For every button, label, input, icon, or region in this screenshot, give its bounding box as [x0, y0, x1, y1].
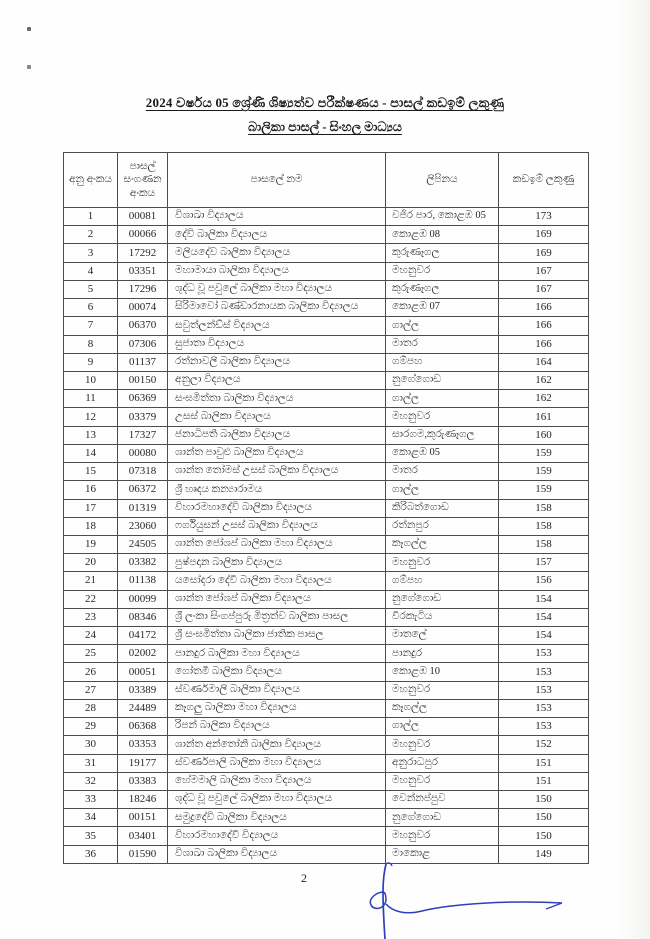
serial-number-cell: 27 [64, 681, 118, 699]
table-row [64, 718, 589, 736]
school-name-cell: ශාන්ත පාවුළු බාලිකා විද්‍යාලය [168, 444, 386, 462]
table-row [64, 681, 589, 699]
address-cell: ගාල්ල [386, 481, 499, 499]
table-row [64, 499, 589, 517]
cutoff-marks-cell: 159 [499, 444, 589, 462]
cutoff-marks-cell: 167 [499, 262, 589, 280]
census-number-cell: 08346 [118, 608, 168, 626]
cutoff-marks-cell: 152 [499, 736, 589, 754]
school-name-cell: ස්වර්ණමාලි බාලිකා විද්‍යාලය [168, 681, 386, 699]
census-number-cell: 06368 [118, 718, 168, 736]
cutoff-marks-cell: 159 [499, 481, 589, 499]
serial-number-cell: 20 [64, 554, 118, 572]
address-cell: රත්නපුර [386, 517, 499, 535]
table-row [64, 408, 589, 426]
cutoff-marks-cell: 164 [499, 353, 589, 371]
address-cell: කුරුණෑගල [386, 244, 499, 262]
table-row [64, 791, 589, 809]
address-cell: කොළඹ 08 [386, 226, 499, 244]
school-name-cell: සවුත්ලන්ඩ්ස් විද්‍යාලය [168, 317, 386, 335]
cutoff-marks-cell: 157 [499, 554, 589, 572]
census-number-cell: 17327 [118, 426, 168, 444]
school-name-cell: ශාන්ත ජෝශප් බාලිකා විද්‍යාලය [168, 590, 386, 608]
school-name-cell: ශ්‍රී සංඝමිත්තා බාලිකා ජාතික පාසල [168, 627, 386, 645]
table-row [64, 426, 589, 444]
address-cell: ගාල්ල [386, 390, 499, 408]
address-cell: ගම්පහ [386, 572, 499, 590]
census-number-cell: 03382 [118, 554, 168, 572]
address-cell: පානදුර [386, 645, 499, 663]
cutoff-marks-cell: 153 [499, 718, 589, 736]
census-number-cell: 01319 [118, 499, 168, 517]
cutoff-marks-cell: 162 [499, 371, 589, 389]
cutoff-marks-cell: 149 [499, 845, 589, 863]
census-number-cell: 03353 [118, 736, 168, 754]
table-row [64, 390, 589, 408]
school-name-cell: කෑගලු බාලිකා මහා විද්‍යාලය [168, 699, 386, 717]
address-cell: කෑගල්ල [386, 699, 499, 717]
school-name-cell: ජනාධිපති බාලිකා විද්‍යාලය [168, 426, 386, 444]
serial-number-cell: 3 [64, 244, 118, 262]
serial-number-cell: 1 [64, 208, 118, 226]
serial-number-cell: 25 [64, 645, 118, 663]
cutoff-marks-cell: 166 [499, 317, 589, 335]
table-row [64, 317, 589, 335]
table-row [64, 827, 589, 845]
table-row [64, 608, 589, 626]
address-cell: කොළඹ 10 [386, 663, 499, 681]
address-cell: ගම්පහ [386, 353, 499, 371]
cutoff-marks-cell: 173 [499, 208, 589, 226]
table-row [64, 699, 589, 717]
serial-number-cell: 22 [64, 590, 118, 608]
header-address: ලිපිනය [386, 153, 499, 208]
serial-number-cell: 36 [64, 845, 118, 863]
serial-number-cell: 5 [64, 280, 118, 298]
table-row [64, 772, 589, 790]
table-row [64, 299, 589, 317]
cutoff-marks-cell: 151 [499, 772, 589, 790]
serial-number-cell: 11 [64, 390, 118, 408]
census-number-cell: 04172 [118, 627, 168, 645]
serial-number-cell: 19 [64, 535, 118, 553]
table-row [64, 754, 589, 772]
school-name-cell: ශුද්ධ වූ පවුලේ බාලිකා මහා විද්‍යාලය [168, 280, 386, 298]
serial-number-cell: 24 [64, 627, 118, 645]
table-row [64, 736, 589, 754]
school-name-cell: ගෝතමී බාලිකා විද්‍යාලය [168, 663, 386, 681]
school-name-cell: සමුද්‍රදේවි බාලිකා විද්‍යාලය [168, 809, 386, 827]
cutoff-marks-cell: 158 [499, 517, 589, 535]
cutoff-marks-cell: 162 [499, 390, 589, 408]
census-number-cell: 19177 [118, 754, 168, 772]
school-name-cell: විහාරමහාදේවි බාලිකා විද්‍යාලය [168, 499, 386, 517]
cutoff-marks-cell: 161 [499, 408, 589, 426]
address-cell: මහනුවර [386, 772, 499, 790]
table-row [64, 280, 589, 298]
address-cell: කුරුණෑගල [386, 280, 499, 298]
census-number-cell: 03351 [118, 262, 168, 280]
serial-number-cell: 12 [64, 408, 118, 426]
table-row [64, 535, 589, 553]
serial-number-cell: 14 [64, 444, 118, 462]
census-number-cell: 03401 [118, 827, 168, 845]
cutoff-marks-cell: 169 [499, 226, 589, 244]
school-name-cell: විශාඛා බාලිකා විද්‍යාලය [168, 845, 386, 863]
census-number-cell: 00074 [118, 299, 168, 317]
document-title: 2024 වර්ෂය 05 ශ්‍රේණි ශිෂ්‍යත්ව පරීක්ෂණය - පාසල් කඩඉම් ලකුණු [145, 95, 505, 110]
school-name-cell: රිපන් බාලිකා විද්‍යාලය [168, 718, 386, 736]
school-name-cell: අනුලා විද්‍යාලය [168, 371, 386, 389]
serial-number-cell: 26 [64, 663, 118, 681]
cutoff-marks-cell: 166 [499, 299, 589, 317]
census-number-cell: 24489 [118, 699, 168, 717]
school-name-cell: සිරිමාවෝ බණ්ඩාරනායක බාලිකා විද්‍යාලය [168, 299, 386, 317]
table-row [64, 845, 589, 863]
school-name-cell: උසස් බාලිකා විද්‍යාලය [168, 408, 386, 426]
address-cell: වජිර පාර, කොළඹ 05 [386, 208, 499, 226]
table-row [64, 554, 589, 572]
address-cell: නුගේගොඩ [386, 371, 499, 389]
address-cell: වීරකැටිය [386, 608, 499, 626]
address-cell: කිරිබත්ගොඩ [386, 499, 499, 517]
table-row [64, 645, 589, 663]
serial-number-cell: 4 [64, 262, 118, 280]
school-name-cell: පුෂ්පදාන බාලිකා විද්‍යාලය [168, 554, 386, 572]
school-name-cell: විහාරමහාදේවී විද්‍යාලය [168, 827, 386, 845]
census-number-cell: 00150 [118, 371, 168, 389]
census-number-cell: 17296 [118, 280, 168, 298]
address-cell: මහනුවර [386, 262, 499, 280]
header-cutoff-marks: කඩඉම් ලකුණු [499, 153, 589, 208]
school-name-cell: මහාමායා බාලිකා විද්‍යාලය [168, 262, 386, 280]
serial-number-cell: 13 [64, 426, 118, 444]
census-number-cell: 00066 [118, 226, 168, 244]
school-name-cell: දේවි බාලිකා විද්‍යාලය [168, 226, 386, 244]
serial-number-cell: 35 [64, 827, 118, 845]
table-row [64, 353, 589, 371]
serial-number-cell: 23 [64, 608, 118, 626]
handwritten-signature [350, 862, 580, 939]
school-name-cell: ශ්‍රී ලංකා සිංගප්පුරු මිත්‍රත්ව බාලිකා පාසල [168, 608, 386, 626]
results-table-body [64, 208, 589, 864]
address-cell: කොළඹ 05 [386, 444, 499, 462]
census-number-cell: 03383 [118, 772, 168, 790]
serial-number-cell: 7 [64, 317, 118, 335]
address-cell: නුගේගොඩ [386, 590, 499, 608]
table-row [64, 627, 589, 645]
page-number: 2 [301, 871, 307, 885]
serial-number-cell: 29 [64, 718, 118, 736]
address-cell: මාතර [386, 463, 499, 481]
address-cell: සාරගම,කුරුණෑගල [386, 426, 499, 444]
serial-number-cell: 2 [64, 226, 118, 244]
address-cell: අනුරාධපුර [386, 754, 499, 772]
address-cell: මහනුවර [386, 827, 499, 845]
school-name-cell: ශාන්ත අන්තෝනි බාලිකා විද්‍යාලය [168, 736, 386, 754]
school-name-cell: පානදුර බාලිකා මහා විද්‍යාලය [168, 645, 386, 663]
census-number-cell: 06370 [118, 317, 168, 335]
census-number-cell: 06369 [118, 390, 168, 408]
school-name-cell: ශාන්ත ජෝශප් බාලිකා මහා විද්‍යාලය [168, 535, 386, 553]
scan-artifact-dot [27, 27, 31, 31]
school-name-cell: ස්වර්ණපාලි බාලිකා මහා විද්‍යාලය [168, 754, 386, 772]
cutoff-marks-cell: 158 [499, 535, 589, 553]
census-number-cell: 00081 [118, 208, 168, 226]
cutoff-marks-cell: 153 [499, 681, 589, 699]
serial-number-cell: 31 [64, 754, 118, 772]
census-number-cell: 00099 [118, 590, 168, 608]
school-name-cell: ෆර්ගියුසන් උසස් බාලිකා විද්‍යාලය [168, 517, 386, 535]
address-cell: කෑගල්ල [386, 535, 499, 553]
cutoff-marks-cell: 159 [499, 463, 589, 481]
serial-number-cell: 34 [64, 809, 118, 827]
cutoff-marks-cell: 160 [499, 426, 589, 444]
school-name-cell: සංඝමිත්තා බාලිකා විද්‍යාලය [168, 390, 386, 408]
cutoff-marks-cell: 169 [499, 244, 589, 262]
cutoff-marks-cell: 153 [499, 699, 589, 717]
cutoff-marks-cell: 151 [499, 754, 589, 772]
census-number-cell: 00151 [118, 809, 168, 827]
cutoff-marks-cell: 154 [499, 608, 589, 626]
school-name-cell: මලියදේව බාලිකා විද්‍යාලය [168, 244, 386, 262]
school-name-cell: යසෝදරා දේවී බාලිකා මහා විද්‍යාලය [168, 572, 386, 590]
census-number-cell: 17292 [118, 244, 168, 262]
table-row [64, 809, 589, 827]
cutoff-marks-cell: 150 [499, 809, 589, 827]
census-number-cell: 07306 [118, 335, 168, 353]
census-number-cell: 03379 [118, 408, 168, 426]
address-cell: මාතලේ [386, 627, 499, 645]
cutoff-marks-cell: 153 [499, 645, 589, 663]
cutoff-marks-cell: 150 [499, 827, 589, 845]
serial-number-cell: 16 [64, 481, 118, 499]
census-number-cell: 07318 [118, 463, 168, 481]
serial-number-cell: 21 [64, 572, 118, 590]
serial-number-cell: 28 [64, 699, 118, 717]
table-header-row [64, 153, 589, 208]
address-cell: මහනුවර [386, 408, 499, 426]
address-cell: වෙන්නප්පුව [386, 791, 499, 809]
table-row [64, 572, 589, 590]
census-number-cell: 24505 [118, 535, 168, 553]
serial-number-cell: 33 [64, 791, 118, 809]
table-row [64, 371, 589, 389]
address-cell: ගාල්ල [386, 317, 499, 335]
header-census-number: පාසල් සංගණන අංකය [118, 153, 168, 208]
cutoff-marks-cell: 158 [499, 499, 589, 517]
table-row [64, 244, 589, 262]
serial-number-cell: 6 [64, 299, 118, 317]
header-serial-number: අනු අංකය [64, 153, 118, 208]
address-cell: ගාල්ල [386, 718, 499, 736]
header-school-name: පාසලේ නම [168, 153, 386, 208]
table-row [64, 517, 589, 535]
table-row [64, 463, 589, 481]
cutoff-marks-cell: 150 [499, 791, 589, 809]
census-number-cell: 02002 [118, 645, 168, 663]
cutoff-marks-cell: 166 [499, 335, 589, 353]
serial-number-cell: 10 [64, 371, 118, 389]
serial-number-cell: 8 [64, 335, 118, 353]
serial-number-cell: 15 [64, 463, 118, 481]
school-name-cell: රත්නාවලී බාලිකා විද්‍යාලය [168, 353, 386, 371]
address-cell: මහනුවර [386, 554, 499, 572]
table-row [64, 208, 589, 226]
address-cell: මාතර [386, 335, 499, 353]
cutoff-marks-cell: 167 [499, 280, 589, 298]
address-cell: මහනුවර [386, 681, 499, 699]
census-number-cell: 01138 [118, 572, 168, 590]
census-number-cell: 23060 [118, 517, 168, 535]
census-number-cell: 00051 [118, 663, 168, 681]
table-row [64, 481, 589, 499]
document-subtitle: බාලිකා පාසල් - සිංහල මාධ්‍යය [248, 120, 402, 134]
serial-number-cell: 32 [64, 772, 118, 790]
cutoff-marks-table [63, 152, 589, 864]
signature-strokes [370, 863, 562, 939]
table-row [64, 262, 589, 280]
census-number-cell: 01137 [118, 353, 168, 371]
cutoff-marks-cell: 154 [499, 590, 589, 608]
school-name-cell: ශාන්ත තෝමස් උසස් බාලිකා විද්‍යාලය [168, 463, 386, 481]
school-name-cell: ශුද්ධ වූ පවුලේ බාලිකා මහා විද්‍යාලය [168, 791, 386, 809]
address-cell: මාකොළ [386, 845, 499, 863]
cutoff-marks-cell: 156 [499, 572, 589, 590]
address-cell: මහනුවර [386, 736, 499, 754]
school-name-cell: විශාඛා විද්‍යාලය [168, 208, 386, 226]
address-cell: කොළඹ 07 [386, 299, 499, 317]
serial-number-cell: 18 [64, 517, 118, 535]
address-cell: නුගේගොඩ [386, 809, 499, 827]
cutoff-marks-cell: 153 [499, 663, 589, 681]
census-number-cell: 00080 [118, 444, 168, 462]
table-row [64, 226, 589, 244]
census-number-cell: 03389 [118, 681, 168, 699]
scan-artifact-dot [27, 65, 31, 69]
census-number-cell: 01590 [118, 845, 168, 863]
table-row [64, 444, 589, 462]
school-name-cell: හේමමාලි බාලිකා මහා විද්‍යාලය [168, 772, 386, 790]
serial-number-cell: 17 [64, 499, 118, 517]
serial-number-cell: 9 [64, 353, 118, 371]
school-name-cell: ශ්‍රී හෘදය කන්‍යාරාමය [168, 481, 386, 499]
serial-number-cell: 30 [64, 736, 118, 754]
census-number-cell: 06372 [118, 481, 168, 499]
table-row [64, 335, 589, 353]
cutoff-marks-cell: 154 [499, 627, 589, 645]
table-row [64, 663, 589, 681]
census-number-cell: 18246 [118, 791, 168, 809]
table-row [64, 590, 589, 608]
school-name-cell: සුජාතා විද්‍යාලය [168, 335, 386, 353]
